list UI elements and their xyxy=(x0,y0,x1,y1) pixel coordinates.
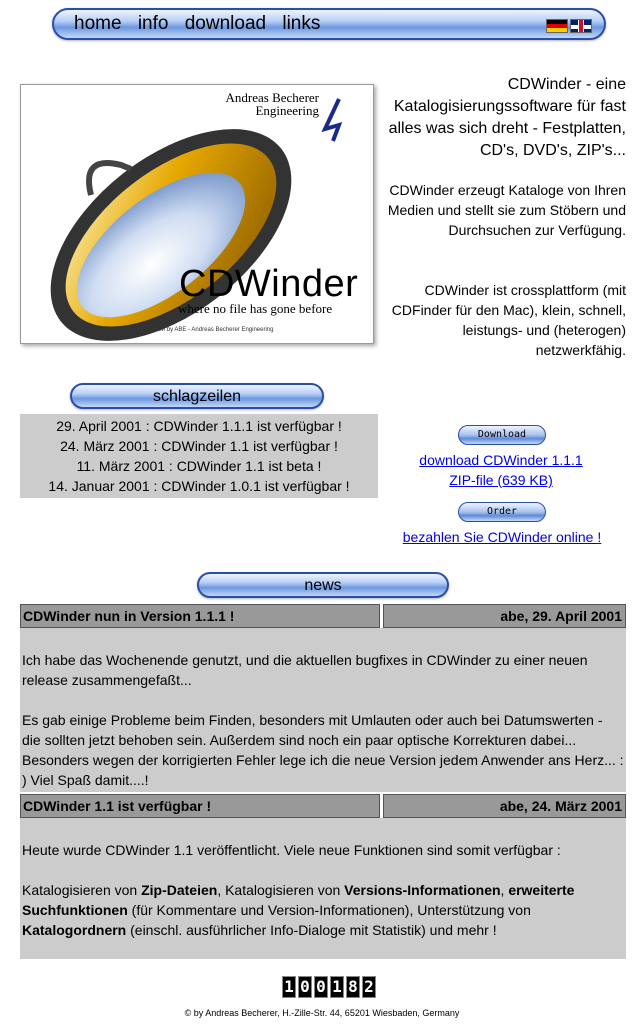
headlines-header xyxy=(70,383,324,409)
news-paragraph: Ich habe das Wochenende genutzt, und die aktuellen bugfixes in CDWinder zu einer neuen release zusammengefaßt... xyxy=(22,652,588,688)
news-paragraph: Heute wurde CDWinder 1.1 veröffentlicht. Viele neue Funktionen sind somit verfügbar : xyxy=(22,842,561,858)
intro-headline: CDWinder - eine Katalogisierungssoftware für fast alles was sich dreht - Festplatten, CD's, DVD's, ZIP's... xyxy=(388,76,626,159)
news-header xyxy=(197,572,449,598)
nav-links-item[interactable]: links xyxy=(282,13,321,34)
news-title: CDWinder nun in Version 1.1.1 ! xyxy=(20,604,380,628)
intro-paragraph-2: CDWinder ist crossplattform (mit CDFinder für den Mac), klein, schnell, leistungs- und (heterogen) netzwerkfähig. xyxy=(391,282,626,358)
nav-links xyxy=(74,13,331,35)
nav-home[interactable]: home xyxy=(74,13,122,34)
news-meta: abe, 29. April 2001 xyxy=(383,604,626,628)
intro-paragraph-1: CDWinder erzeugt Kataloge von Ihren Medien und stellt sie zum Stöbern und Durchsuchen zur Verfügung. xyxy=(387,182,626,238)
counter-digit: 1 xyxy=(330,976,344,998)
news-meta: abe, 24. März 2001 xyxy=(383,794,626,818)
company-name: Andreas Becherer Engineering xyxy=(225,90,319,118)
counter-digit: 2 xyxy=(362,976,376,998)
counter-digit: 1 xyxy=(282,976,296,998)
news-entry-header xyxy=(20,604,626,628)
news-label: news xyxy=(304,577,342,594)
headline-item: 24. März 2001 : CDWinder 1.1 ist verfügbar ! xyxy=(60,438,338,454)
counter-digit: 8 xyxy=(346,976,360,998)
order-button[interactable]: Order xyxy=(458,502,546,522)
news-title: CDWinder 1.1 ist verfügbar ! xyxy=(20,794,380,818)
counter-digit: 0 xyxy=(314,976,328,998)
zip-file-link[interactable]: ZIP-file (639 KB) xyxy=(449,472,553,488)
nav-info[interactable]: info xyxy=(137,13,169,34)
logo-tagline: where no file has gone before xyxy=(178,301,333,316)
nav-download[interactable]: download xyxy=(184,13,267,34)
product-logo xyxy=(20,84,374,344)
headlines-list xyxy=(20,414,378,498)
counter-digit: 0 xyxy=(298,976,312,998)
pay-online-link[interactable]: bezahlen Sie CDWinder online ! xyxy=(402,529,602,545)
news-entry-body xyxy=(20,818,626,959)
news-entry-header xyxy=(20,794,626,818)
headlines-label: schlagzeilen xyxy=(152,388,242,405)
nav-bar xyxy=(52,8,606,40)
headline-item: 14. Januar 2001 : CDWinder 1.0.1 ist verfügbar ! xyxy=(48,478,350,494)
uk-flag-icon[interactable] xyxy=(570,19,592,33)
download-link[interactable]: download CDWinder 1.1.1 xyxy=(419,452,583,468)
logo-copyright: © MM by ABE - Andreas Becherer Engineering xyxy=(149,327,274,333)
headline-item: 29. April 2001 : CDWinder 1.1.1 ist verfügbar ! xyxy=(56,418,342,434)
visitor-counter xyxy=(282,976,376,998)
download-button[interactable]: Download xyxy=(458,425,546,445)
news-paragraph: Es gab einige Probleme beim Finden, besonders mit Umlauten oder auch bei Datumswerten - die sollten jetzt behoben sein. Außerdem sind noch ein paar optische Korrekturen dabei... Besonders wegen der korrigierten Fehler lege ich die neue Version jedem Anwender ans Herz... : ) Viel Spaß damit....! xyxy=(22,712,624,788)
logo-title: CDWinder xyxy=(179,263,359,305)
headline-item: 11. März 2001 : CDWinder 1.1 ist beta ! xyxy=(76,458,322,474)
footer-address: © by Andreas Becherer, H.-Zille-Str. 44, 65201 Wiesbaden, Germany xyxy=(184,1008,460,1018)
news-paragraph: Katalogisieren von Zip-Dateien, Katalogisieren von Versions-Informationen, erweiterte Suchfunktionen (für Kommentare und Version-Informationen), Unterstützung von Katalogordnern (einschl. ausführlicher Info-Dialoge mit Statistik) und mehr ! xyxy=(22,882,575,938)
news-entry-body xyxy=(20,628,626,792)
german-flag-icon[interactable] xyxy=(546,19,568,33)
